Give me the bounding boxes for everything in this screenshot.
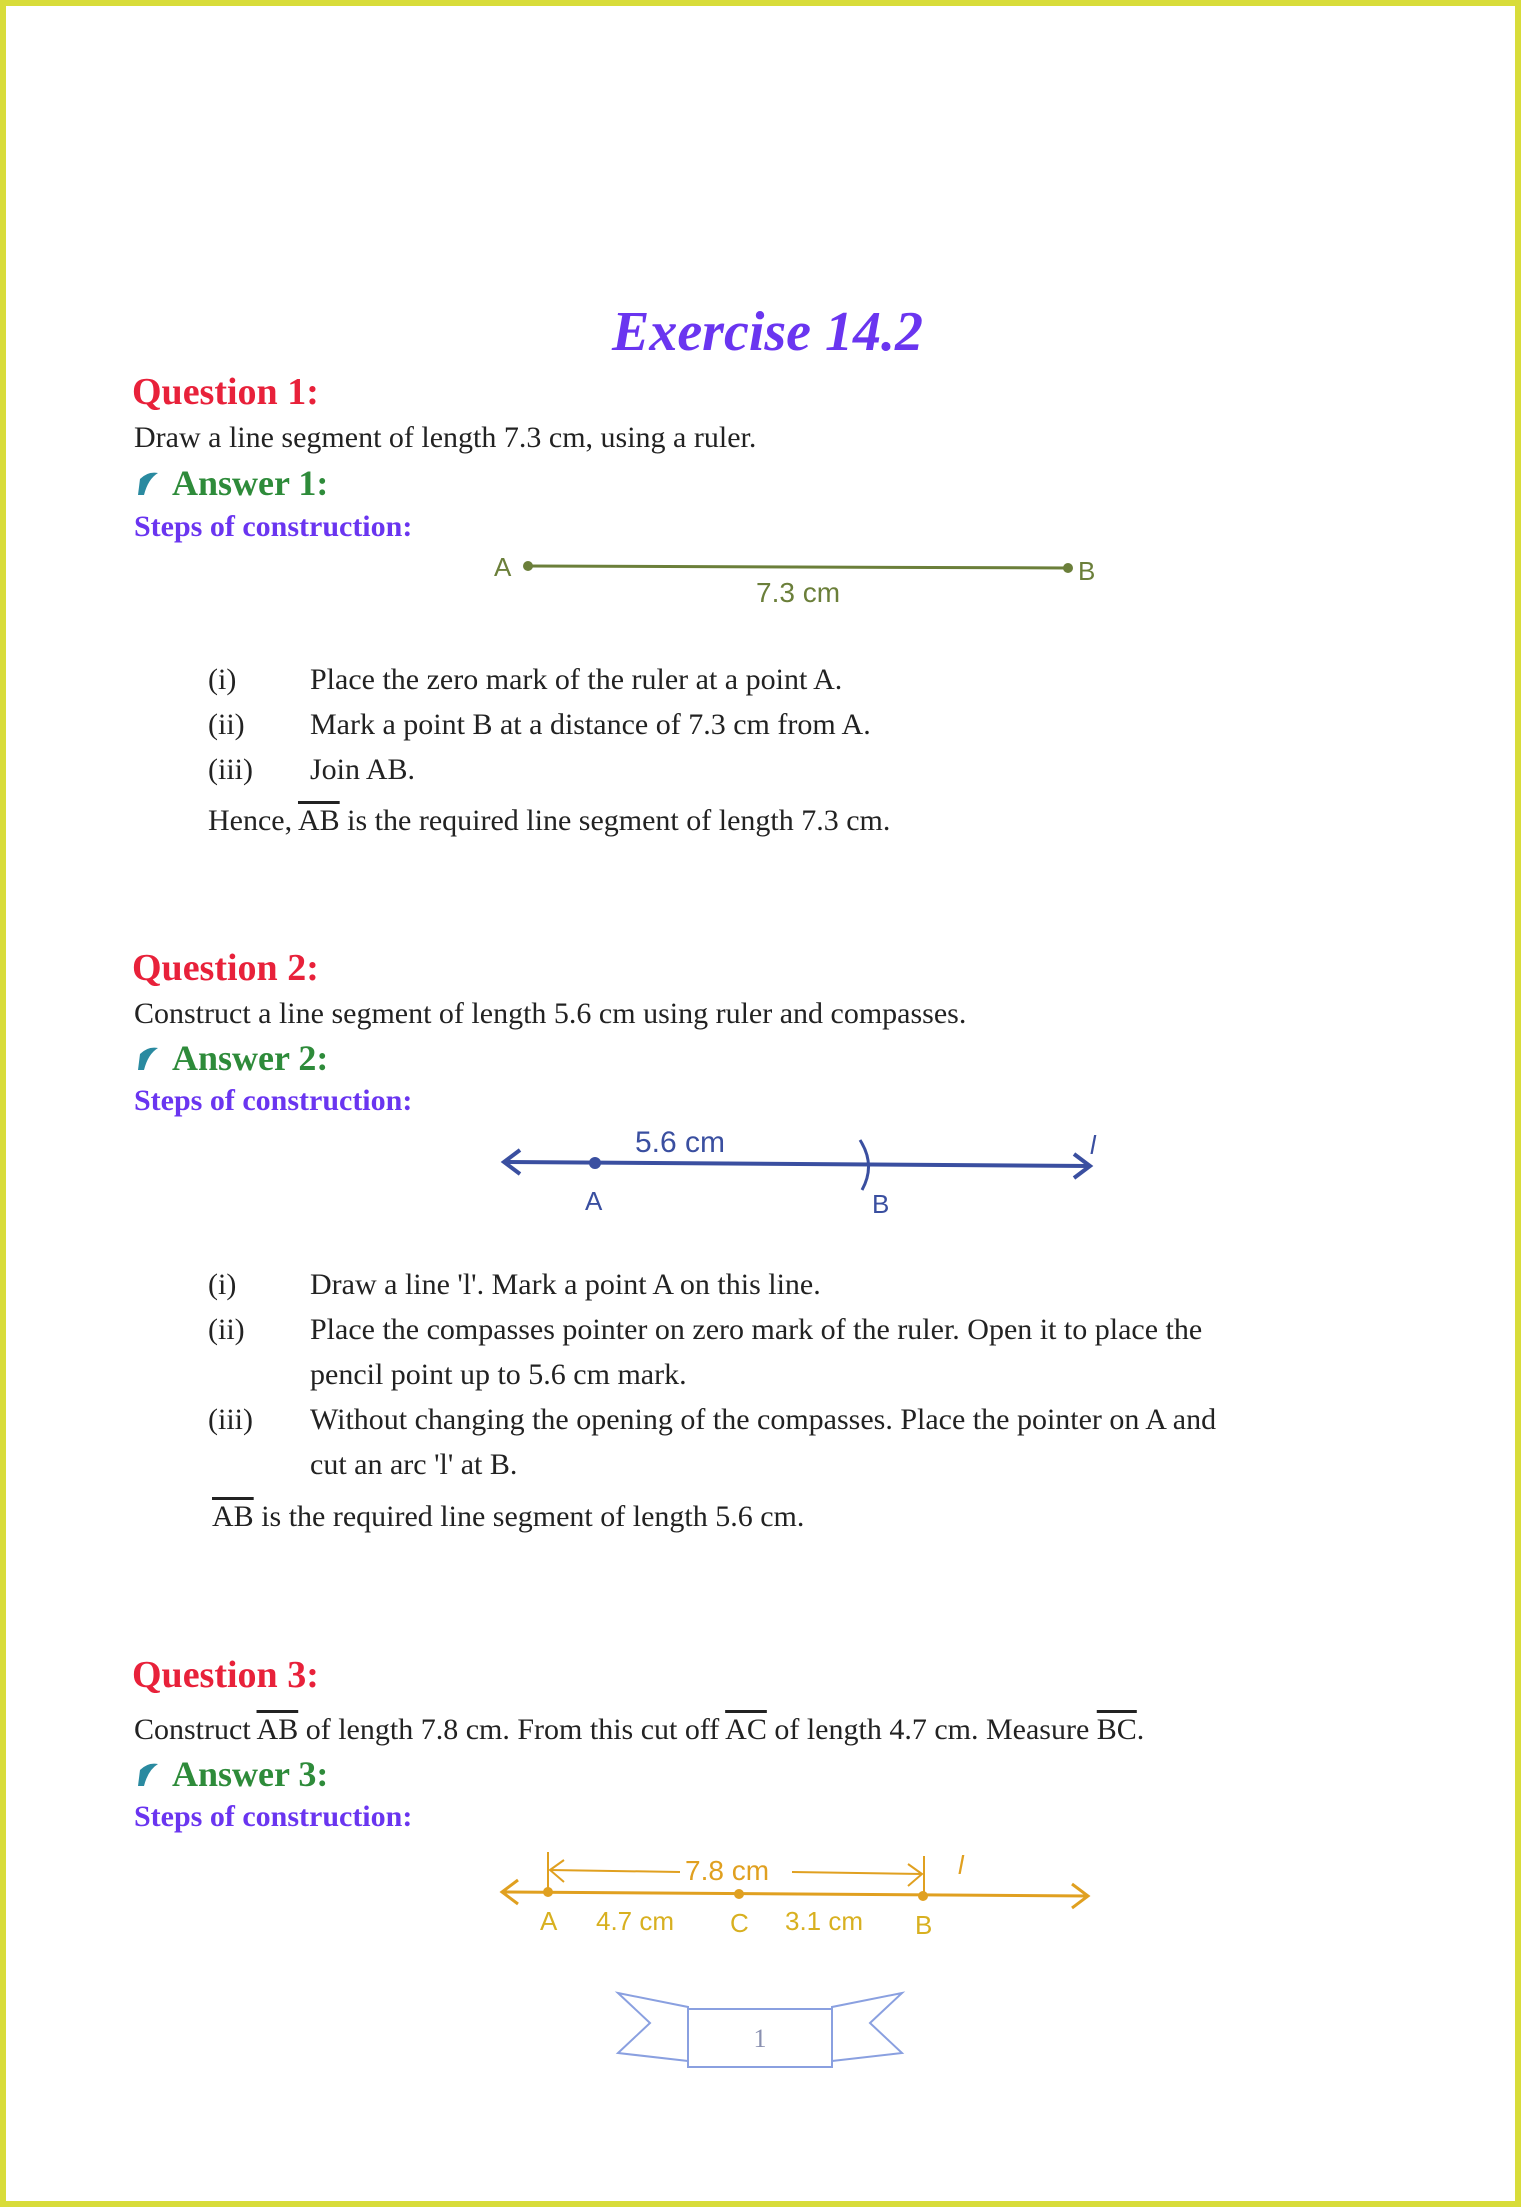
conclusion-2: $\overline{AB}$ is the required line segment of length 5.6 cm. — [212, 1500, 805, 1533]
label-c: C — [730, 1908, 749, 1938]
step-text-cont: cut an arc 'l' at B. — [310, 1448, 518, 1481]
question-1-text: Draw a line segment of length 7.3 cm, using a ruler. — [134, 421, 757, 454]
line-l — [502, 1892, 1088, 1896]
question-2-text: Construct a line segment of length 5.6 cm using ruler and compasses. — [134, 997, 967, 1030]
ac-length-label: 4.7 cm — [596, 1906, 675, 1936]
step-number: (ii) — [208, 1313, 245, 1346]
step-text-cont: pencil point up to 5.6 cm mark. — [310, 1358, 687, 1391]
question-1-heading: Question 1: — [132, 371, 319, 413]
point-a — [543, 1887, 553, 1897]
step-text: Mark a point B at a distance of 7.3 cm from A. — [310, 708, 871, 741]
answer-logo-icon — [134, 464, 160, 490]
diagram-3 — [480, 1830, 1120, 1950]
point-a — [589, 1157, 601, 1169]
label-b: B — [915, 1910, 933, 1940]
page-number: 1 — [753, 2024, 767, 2053]
page-title: Exercise 14.2 — [611, 301, 924, 363]
label-l: l — [1090, 1130, 1096, 1160]
step-text: Place the zero mark of the ruler at a point A. — [310, 663, 843, 696]
label-a: A — [540, 1906, 558, 1936]
answer-logo-icon — [134, 1039, 160, 1065]
label-a: A — [585, 1186, 603, 1216]
answer-3-heading — [134, 1753, 328, 1795]
steps-heading-2: Steps of construction: — [134, 1084, 413, 1117]
point-b — [1063, 563, 1073, 573]
label-l: l — [958, 1850, 964, 1880]
label-b: B — [1078, 556, 1096, 586]
step-number: (ii) — [208, 708, 245, 741]
answer-2-heading — [134, 1037, 328, 1079]
step-text: Draw a line 'l'. Mark a point A on this line. — [310, 1268, 821, 1301]
length-label: 7.3 cm — [756, 577, 841, 608]
segment-ab — [528, 566, 1068, 568]
answer-1-heading — [134, 462, 328, 504]
question-2-heading: Question 2: — [132, 947, 319, 989]
length-label: 5.6 cm — [635, 1126, 726, 1159]
step-number: (iii) — [208, 1403, 253, 1436]
step-text: Place the compasses pointer on zero mark of the ruler. Open it to place the — [310, 1313, 1203, 1346]
step-text: Without changing the opening of the compasses. Place the pointer on A and — [310, 1403, 1217, 1436]
conclusion-1: Hence, $\overline{AB}$ is the required line segment of length 7.3 cm. — [208, 804, 891, 837]
question-3-text: Construct $\overline{AB}$ of length 7.8 cm. From this cut off $\overline{AC}$ of length 4.7 cm. Measure $\overline{BC}$. — [134, 1713, 1145, 1746]
label-b: B — [872, 1189, 890, 1219]
steps-heading-3: Steps of construction: — [134, 1800, 413, 1833]
answer-1-label: Answer 1: — [172, 463, 329, 503]
steps-heading-1: Steps of construction: — [134, 510, 413, 543]
page-number-ribbon — [610, 1985, 910, 2075]
step-number: (i) — [208, 663, 237, 696]
answer-2-label: Answer 2: — [172, 1038, 329, 1078]
diagram-1 — [480, 540, 1120, 610]
answer-logo-icon — [134, 1755, 160, 1781]
cb-length-label: 3.1 cm — [785, 1906, 864, 1936]
point-b — [918, 1891, 928, 1901]
point-c — [734, 1889, 744, 1899]
step-number: (i) — [208, 1268, 237, 1301]
step-text: Join AB. — [310, 753, 416, 786]
question-3-heading: Question 3: — [132, 1654, 319, 1696]
label-a: A — [494, 552, 512, 582]
answer-3-label: Answer 3: — [172, 1754, 329, 1794]
step-number: (iii) — [208, 753, 253, 786]
total-length-label: 7.8 cm — [685, 1855, 770, 1886]
point-a — [523, 561, 533, 571]
diagram-2 — [480, 1110, 1120, 1230]
